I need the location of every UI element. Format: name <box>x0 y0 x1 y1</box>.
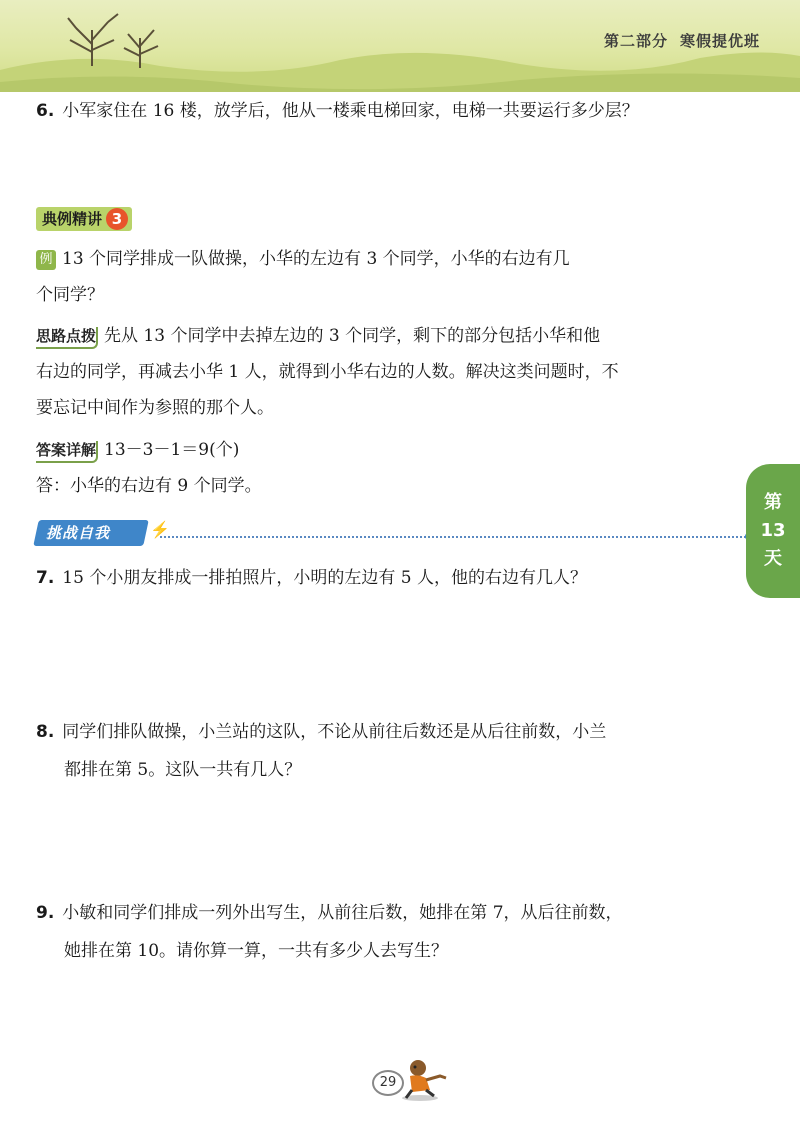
hint-label: 思路点拨 <box>36 327 98 349</box>
header-title <box>592 30 760 51</box>
dotted-divider <box>160 536 750 538</box>
question-6 <box>36 92 756 130</box>
answer-text: 答：小华的右边有 9 个同学。 <box>36 476 262 496</box>
header-part: 第二部分 <box>603 32 668 50</box>
question-line2: 她排在第 10。请你算一算，一共有多少人去写生？ <box>64 941 449 961</box>
hint-block <box>36 318 756 426</box>
example-problem-line2: 个同学？ <box>36 285 104 305</box>
answer-label: 答案详解 <box>36 441 98 463</box>
section-number-badge: 3 <box>106 208 128 230</box>
question-8 <box>36 713 756 789</box>
question-line1: 同学们排队做操，小兰站的这队，不论从前往后数还是从后往前数，小兰 <box>62 722 607 742</box>
question-text: 15 个小朋友排成一排拍照片，小明的左边有 5 人，他的右边有几人？ <box>62 568 587 588</box>
question-line2: 都排在第 5。这队一共有几人？ <box>64 760 302 780</box>
example-icon: 例 <box>36 250 56 270</box>
mascot-illustration <box>398 1056 454 1104</box>
question-number: 9. <box>36 903 55 923</box>
answer-block <box>36 432 756 504</box>
question-number: 8. <box>36 722 55 742</box>
side-tab-line2: 13 <box>760 520 786 541</box>
header-band <box>0 0 800 92</box>
question-number: 6. <box>36 101 55 121</box>
challenge-label: 挑战自我 <box>46 524 111 542</box>
example-problem <box>36 241 756 313</box>
challenge-header <box>36 520 750 548</box>
hint-line2: 右边的同学，再减去小华 1 人，就得到小华右边的人数。解决这类问题时，不 <box>36 362 619 382</box>
answer-calc: 13－3－1＝9(个) <box>104 440 240 460</box>
page-number: 29 <box>372 1070 404 1096</box>
side-tab-line3: 天 <box>764 548 782 569</box>
question-text: 小军家住在 16 楼，放学后，他从一楼乘电梯回家，电梯一共要运行多少层？ <box>62 101 639 121</box>
hint-line3: 要忘记中间作为参照的那个人。 <box>36 398 274 418</box>
question-line1: 小敏和同学们排成一列外出写生，从前往后数，她排在第 7，从后往前数， <box>62 903 623 923</box>
example-problem-line1: 13 个同学排成一队做操，小华的左边有 3 个同学，小华的右边有几 <box>62 249 570 269</box>
lightning-icon: ⚡ <box>150 520 170 539</box>
header-course: 寒假提优班 <box>679 32 760 50</box>
section-tag-example <box>36 207 132 231</box>
hint-line1: 先从 13 个同学中去掉左边的 3 个同学，剩下的部分包括小华和他 <box>104 326 601 346</box>
section-label: 典例精讲 <box>42 210 103 228</box>
side-tab-line1: 第 <box>764 492 782 513</box>
side-tab-day <box>746 464 800 598</box>
question-7 <box>36 559 756 597</box>
question-number: 7. <box>36 568 55 588</box>
question-9 <box>36 894 756 970</box>
